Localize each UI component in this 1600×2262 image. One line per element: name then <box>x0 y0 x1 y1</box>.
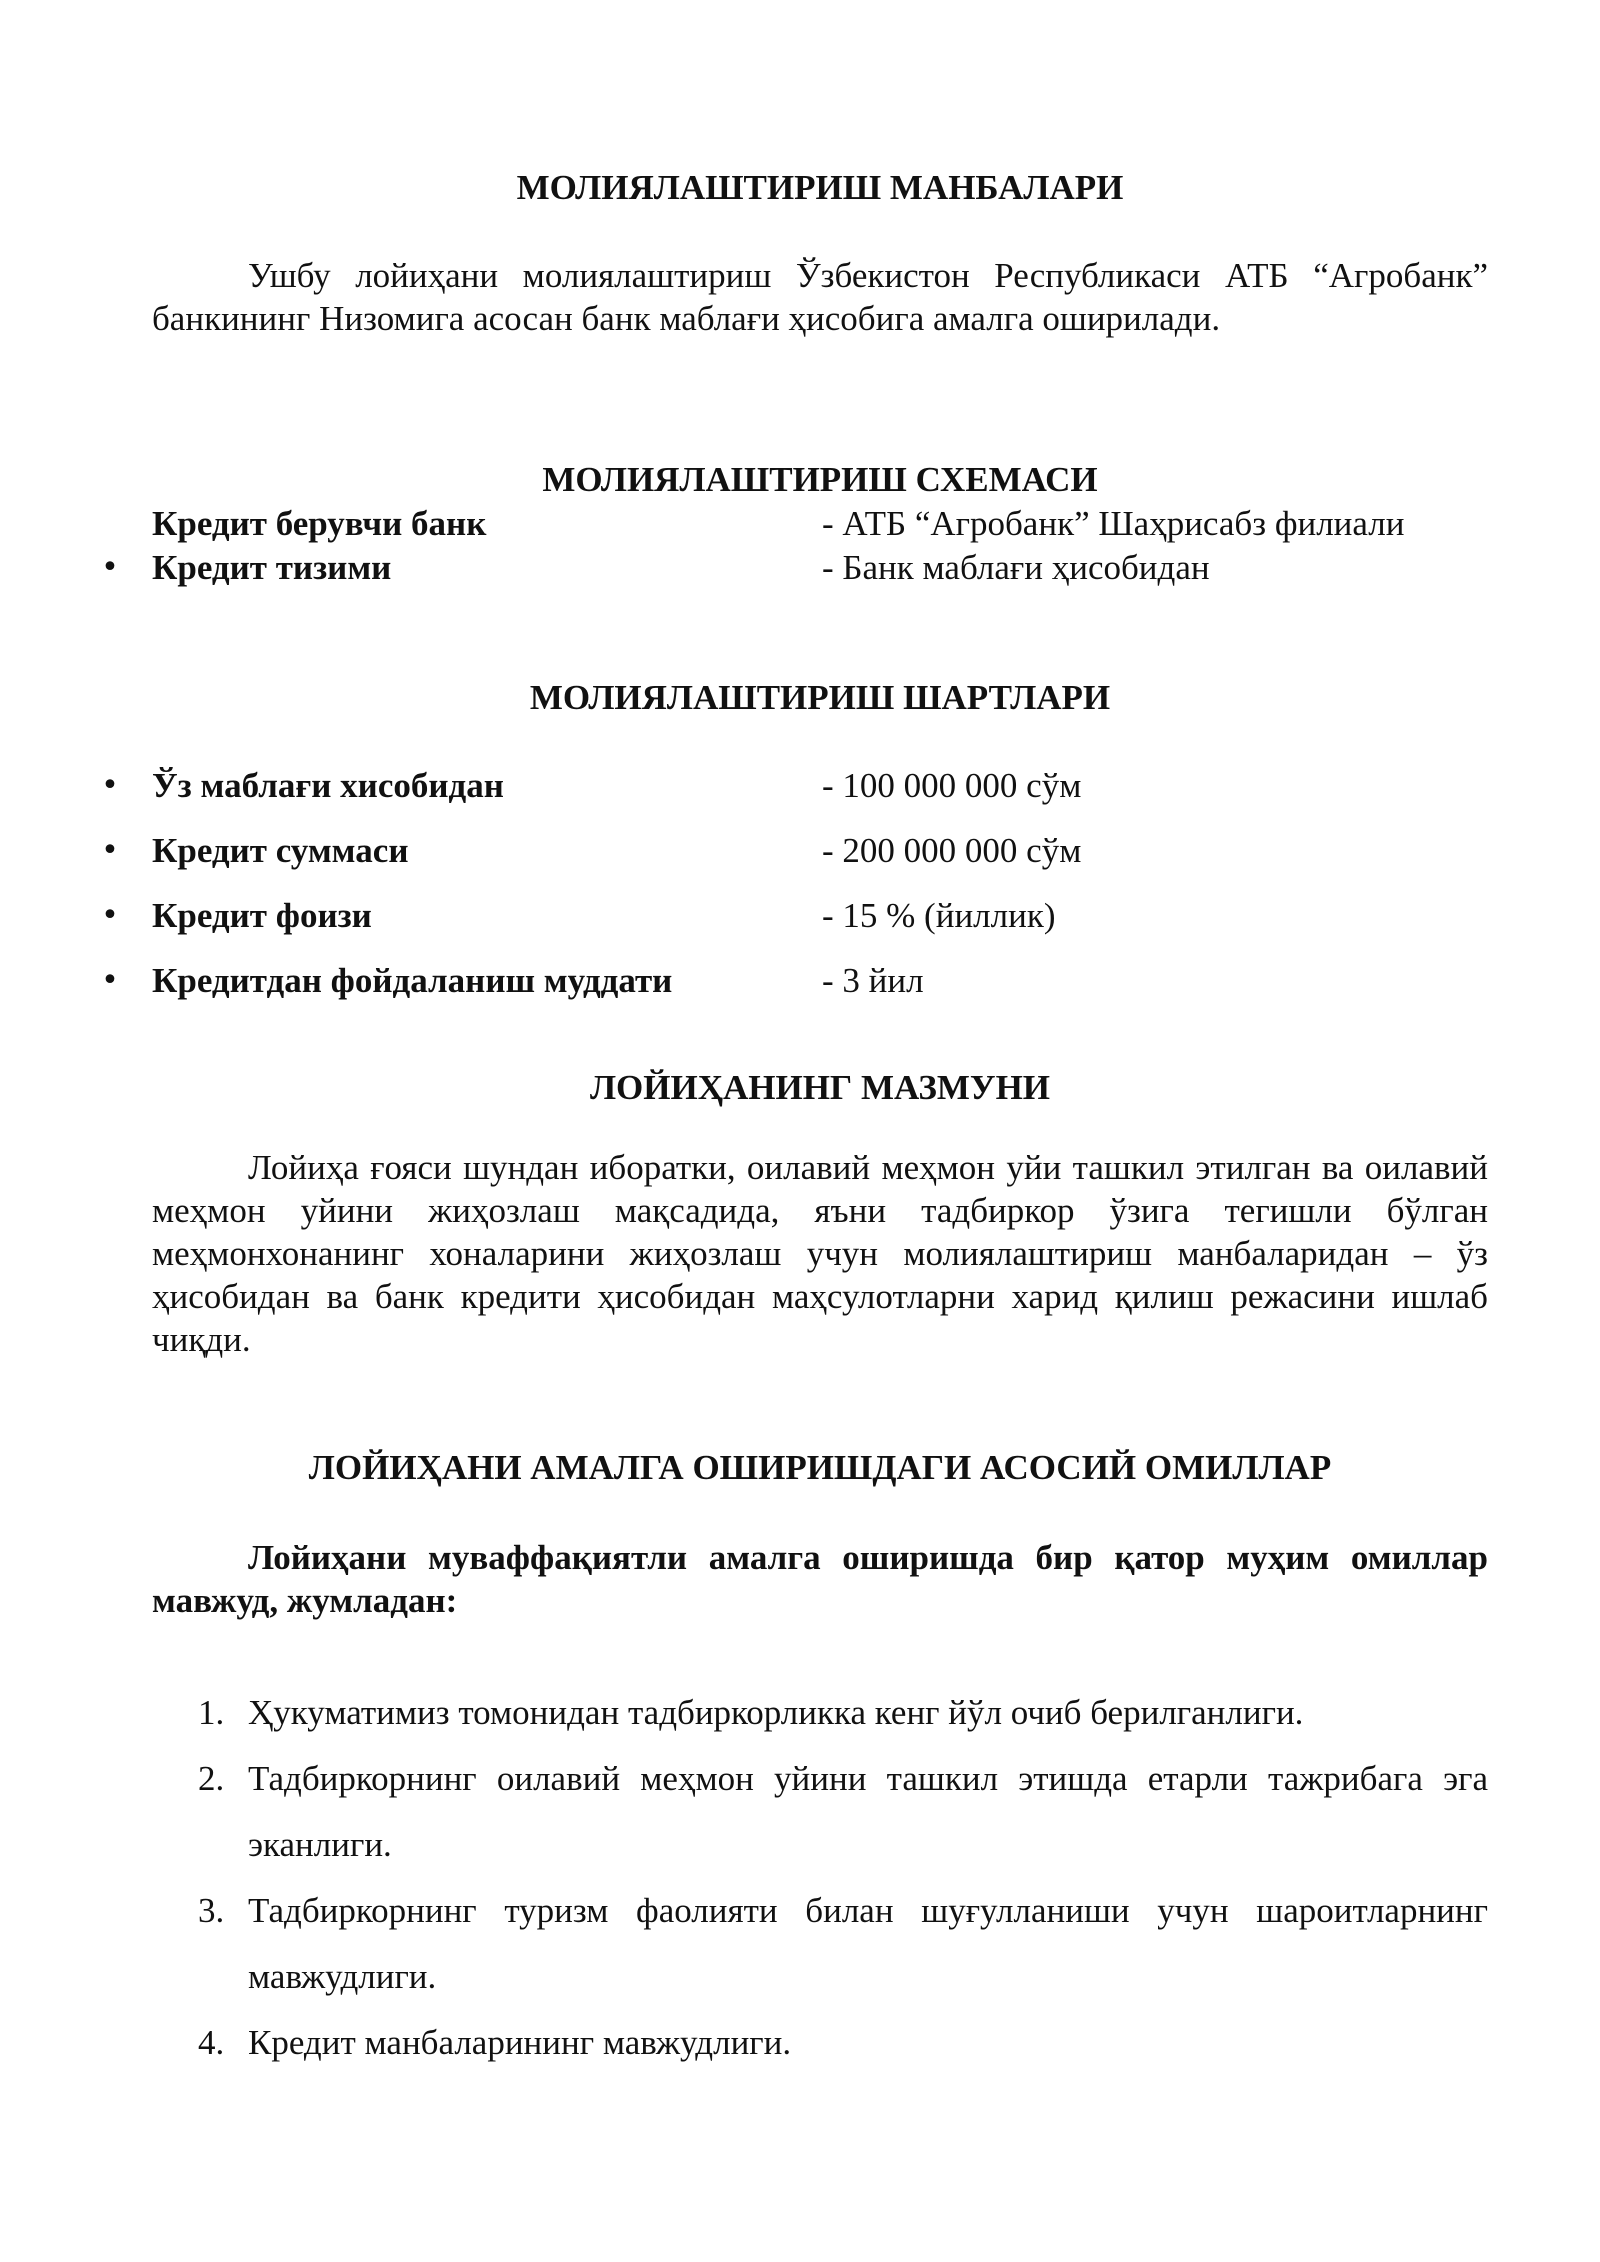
factor-text: Кредит манбаларининг мавжудлиги. <box>248 2023 792 2062</box>
scheme-row-lender <box>100 502 1500 545</box>
row-label: Кредитдан фойдаланиш муддати <box>152 961 673 1000</box>
bullet-marker: • <box>101 550 119 585</box>
row-value: - 3 йил <box>822 961 924 1000</box>
list-number: 3. <box>198 1891 225 1930</box>
list-number: 4. <box>198 2023 225 2062</box>
factor-text: Ҳукуматимиз томонидан тадбиркорликка кенг йўл очиб берилганлиги. <box>248 1693 1304 1732</box>
bullet-marker: • <box>101 963 119 998</box>
list-number: 2. <box>198 1759 225 1798</box>
funding-terms-heading: МОЛИЯЛАШТИРИШ ШАРТЛАРИ <box>529 678 1111 717</box>
funding-scheme-heading: МОЛИЯЛАШТИРИШ СХЕМАСИ <box>542 460 1098 499</box>
bullet-marker: • <box>101 833 119 868</box>
row-value: - Банк маблағи ҳисобидан <box>822 548 1210 587</box>
row-label: Кредит тизими <box>152 548 392 587</box>
terms-row-interest <box>100 894 1500 937</box>
project-content-heading: ЛОЙИҲАНИНГ МАЗМУНИ <box>589 1068 1051 1107</box>
funding-sources-heading: МОЛИЯЛАШТИРИШ МАНБАЛАРИ <box>516 168 1124 207</box>
row-label: Кредит берувчи банк <box>152 504 487 543</box>
row-value: - 200 000 000 сўм <box>822 831 1082 870</box>
row-label: Кредит суммаси <box>152 831 409 870</box>
terms-row-own-funds <box>100 764 1500 807</box>
row-value: - АТБ “Агробанк” Шаҳрисабз филиали <box>822 504 1405 543</box>
list-number: 1. <box>198 1693 225 1732</box>
factor-text: Тадбиркорнинг оилавий меҳмон уйини ташкил этишда етарли тажрибага эга эканлиги. <box>248 1759 1488 1864</box>
funding-sources-paragraph: Ушбу лойиҳани молиялаштириш Ўзбекистон Республикаси АТБ “Агробанк” банкининг Низомига асосан банк маблағи ҳисобига амалга оширилади. <box>152 256 1488 338</box>
factor-text: Тадбиркорнинг туризм фаолияти билан шуғулланиши учун шароитларнинг мавжудлиги. <box>248 1891 1488 1996</box>
row-label: Кредит фоизи <box>152 896 372 935</box>
row-label: Ўз маблағи хисобидан <box>152 766 504 805</box>
bullet-marker: • <box>101 768 119 803</box>
row-value: - 100 000 000 сўм <box>822 766 1082 805</box>
project-content-paragraph: Лойиҳа ғояси шундан иборатки, оилавий меҳмон уйи ташкил этилган ва оилавий меҳмон уйини жиҳозлаш мақсадида, яъни тадбиркор ўзига тегишли бўлган меҳмонхонанинг хоналарини жиҳозлаш учун молиялаштириш манбаларидан – ўз ҳисобидан ва банк кредити ҳисобидан маҳсулотларни харид қилиш режасини ишлаб чиқди. <box>152 1148 1488 1359</box>
terms-row-credit-amount <box>100 829 1500 872</box>
row-value: - 15 % (йиллик) <box>822 896 1056 935</box>
scheme-row-credit-system <box>100 546 1500 589</box>
key-factors-heading: ЛОЙИҲАНИ АМАЛГА ОШИРИШДАГИ АСОСИЙ ОМИЛЛАР <box>308 1448 1332 1487</box>
key-factors-intro: Лойиҳани муваффақиятли амалга оширишда бир қатор муҳим омиллар мавжуд, жумладан: <box>152 1538 1488 1620</box>
terms-row-term <box>100 959 1500 1002</box>
bullet-marker: • <box>101 898 119 933</box>
